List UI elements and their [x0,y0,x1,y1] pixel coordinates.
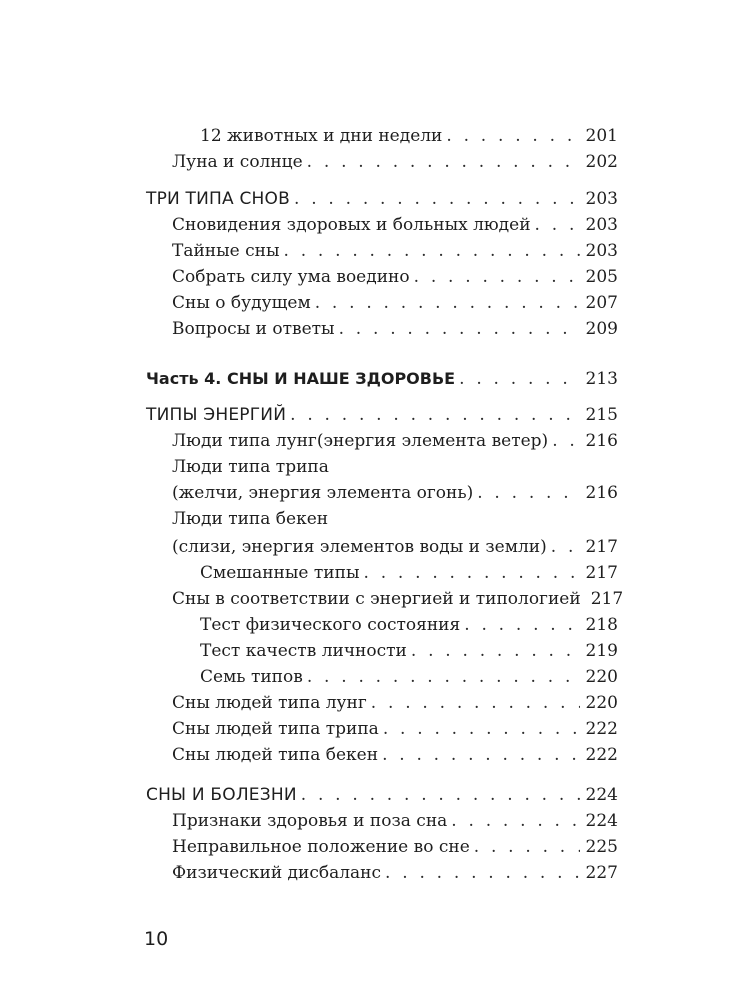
dot-leader [477,482,579,504]
toc-entry-title: Луна и солнце [172,152,303,172]
toc-entry-page: 205 [585,267,618,287]
toc-entry-page: 222 [585,719,618,739]
toc-section-title: ТИПЫ ЭНЕРГИЙ [146,405,287,425]
toc-section-title: ТРИ ТИПА СНОВ [146,189,290,209]
toc-entry-page: 220 [585,693,618,713]
toc-entry [172,862,618,884]
toc-entry-title: Сны людей типа бекен [172,745,379,765]
toc-entry-title: Смешанные типы [200,563,360,583]
toc-entry [200,640,618,662]
toc-entry-title: Тест физического состояния [200,615,461,635]
dot-leader [446,125,579,147]
toc-part-title: Часть 4. СНЫ И НАШЕ ЗДОРОВЬЕ [146,369,456,388]
toc-entry [172,482,618,504]
dot-leader [474,836,580,858]
toc-entry-page: 217 [585,563,618,583]
toc-entry-page: 224 [585,785,618,805]
toc-entry-title: Тест качеств личности [200,641,407,661]
dot-leader [414,266,580,288]
toc-entry [172,836,618,858]
toc-entry-page: 203 [585,241,618,261]
dot-leader [363,562,579,584]
toc-entry [200,125,618,147]
toc-entry-page: 216 [585,431,618,451]
dot-leader [464,614,579,636]
dot-leader [382,744,579,766]
dot-leader [301,784,580,806]
toc-entry [172,588,624,610]
toc-section-entry [146,784,618,806]
dot-leader [459,368,579,390]
dot-leader [383,718,580,740]
toc-entry-page: 201 [585,126,618,146]
toc-entry [172,430,618,452]
dot-leader [411,640,580,662]
toc-entry-title: Люди типа бекен [172,509,329,529]
dot-leader [307,666,580,688]
toc-entry-page: 217 [585,537,618,557]
toc-entry [172,718,618,740]
toc-entry-page: 215 [585,405,618,425]
toc-entry-page: 202 [585,152,618,172]
toc-entry-title: Люди типа трипа [172,457,329,477]
toc-entry [172,214,618,236]
toc-entry [172,692,618,714]
toc-entry-title: Сны людей типа лунг [172,693,367,713]
toc-part-entry [146,368,618,390]
dot-leader [535,214,580,236]
toc-entry [172,508,618,530]
toc-section-entry [146,404,618,426]
dot-leader [552,430,579,452]
toc-entry-page: 216 [585,483,618,503]
dot-leader [284,240,580,262]
dot-leader [307,151,580,173]
toc-entry [172,240,618,262]
toc-entry-title: (слизи, энергия элементов воды и земли) [172,537,547,557]
toc-entry [200,562,618,584]
toc-entry-page: 209 [585,319,618,339]
toc-entry-title: Люди типа лунг(энергия элемента ветер) [172,431,549,451]
toc-entry-title: Сны о будущем [172,293,311,313]
toc-entry-title: Признаки здоровья и поза сна [172,811,448,831]
toc-entry [172,292,618,314]
toc-entry-page: 227 [585,863,618,883]
page-number: 10 [144,928,169,950]
toc-entry [172,266,618,288]
toc-entry-page: 207 [585,293,618,313]
toc-entry [200,666,618,688]
dot-leader [371,692,580,714]
toc-entry-page: 220 [585,667,618,687]
toc-entry-page: 225 [585,837,618,857]
toc-section-entry [146,188,618,210]
toc-entry-title: Сны людей типа трипа [172,719,379,739]
dot-leader [551,536,580,558]
toc-entry-title: Неправильное положение во сне [172,837,470,857]
toc-entry [172,744,618,766]
toc-entry-page: 203 [585,215,618,235]
toc-entry-title: Вопросы и ответы [172,319,335,339]
toc-entry-title: Сны в соответствии с энергией и типологией [172,589,581,609]
toc-entry-page: 213 [585,369,618,389]
toc-entry [172,536,618,558]
toc-section-title: СНЫ И БОЛЕЗНИ [146,785,297,805]
dot-leader [451,810,579,832]
toc-entry [172,456,618,478]
toc-entry-page: 224 [585,811,618,831]
toc-entry-title: 12 животных и дни недели [200,126,443,146]
toc-entry-title: Семь типов [200,667,303,687]
toc-entry-page: 217 [590,589,624,609]
toc-entry-title: Собрать силу ума воедино [172,267,410,287]
dot-leader [315,292,580,314]
toc-entry-page: 203 [585,189,618,209]
toc-entry [172,318,618,340]
toc-entry [172,151,618,173]
dot-leader [290,404,579,426]
dot-leader [385,862,580,884]
dot-leader [294,188,580,210]
toc-entry-page: 219 [585,641,618,661]
toc-entry-title: (желчи, энергия элемента огонь) [172,483,474,503]
toc-entry [200,614,618,636]
toc-entry-page: 222 [585,745,618,765]
toc-entry-title: Физический дисбаланс [172,863,382,883]
toc-entry [172,810,618,832]
toc-entry-title: Тайные сны [172,241,280,261]
dot-leader [339,318,580,340]
toc-entry-title: Сновидения здоровых и больных людей [172,215,531,235]
toc-entry-page: 218 [585,615,618,635]
